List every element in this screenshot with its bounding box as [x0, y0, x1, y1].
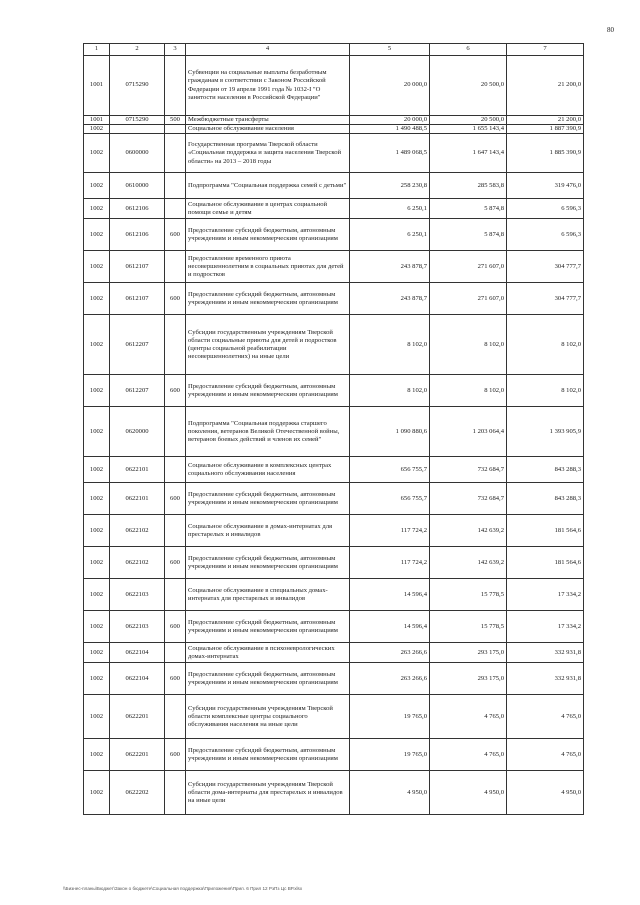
- target-article-cell: 0622104: [110, 663, 165, 695]
- amount-col6-cell: 5 874,8: [430, 199, 507, 219]
- expense-type-cell: [165, 125, 186, 134]
- header-row: [84, 44, 584, 56]
- expense-type-cell: [165, 695, 186, 739]
- amount-col5-cell: 14 596,4: [350, 579, 430, 611]
- header-cell: 6: [430, 44, 507, 56]
- amount-col5-cell: 243 878,7: [350, 283, 430, 315]
- target-article-cell: 0715290: [110, 56, 165, 116]
- amount-col7-cell: 319 476,0: [507, 173, 584, 199]
- section-code-cell: 1001: [84, 56, 110, 116]
- expense-type-cell: 600: [165, 663, 186, 695]
- target-article-cell: 0610000: [110, 173, 165, 199]
- item-name-cell: Предоставление субсидий бюджетным, автономным учреждениям и иным некоммерческим организациям: [186, 219, 350, 251]
- expense-type-cell: [165, 407, 186, 457]
- amount-col5-cell: 656 755,7: [350, 457, 430, 483]
- table-row: [84, 611, 584, 643]
- table-row: [84, 457, 584, 483]
- amount-col6-cell: 1 647 143,4: [430, 134, 507, 173]
- header-cell: 2: [110, 44, 165, 56]
- target-article-cell: 0612106: [110, 219, 165, 251]
- header-cell: 7: [507, 44, 584, 56]
- amount-col7-cell: 8 102,0: [507, 315, 584, 375]
- amount-col5-cell: 117 724,2: [350, 515, 430, 547]
- amount-col6-cell: 15 778,5: [430, 579, 507, 611]
- table-row: [84, 643, 584, 663]
- section-code-cell: 1002: [84, 579, 110, 611]
- target-article-cell: 0622201: [110, 739, 165, 771]
- amount-col6-cell: 8 102,0: [430, 375, 507, 407]
- amount-col5-cell: 8 102,0: [350, 315, 430, 375]
- amount-col5-cell: 1 489 068,5: [350, 134, 430, 173]
- table-row: [84, 547, 584, 579]
- expense-type-cell: 600: [165, 547, 186, 579]
- section-code-cell: 1002: [84, 251, 110, 283]
- section-code-cell: 1002: [84, 643, 110, 663]
- target-article-cell: 0622102: [110, 515, 165, 547]
- table-row: [84, 695, 584, 739]
- section-code-cell: 1002: [84, 134, 110, 173]
- item-name-cell: Субсидии государственным учреждениям Тверской области комплексные центры социального обслуживания населения на иные цели: [186, 695, 350, 739]
- item-name-cell: Субсидии государственным учреждениям Тверской области дома-интернаты для престарелых и инвалидов на иные цели: [186, 771, 350, 815]
- item-name-cell: Подпрограмма "Социальная поддержка старшего поколения, ветеранов Великой Отечественной войны, ветеранов боевых действий и членов их семей": [186, 407, 350, 457]
- table-row: [84, 315, 584, 375]
- expense-type-cell: 500: [165, 116, 186, 125]
- section-code-cell: 1001: [84, 116, 110, 125]
- section-code-cell: 1002: [84, 457, 110, 483]
- budget-table: [83, 43, 584, 815]
- item-name-cell: Государственная программа Тверской области «Социальная поддержка и защита населения Тверской области» на 2013 – 2018 годы: [186, 134, 350, 173]
- section-code-cell: 1002: [84, 695, 110, 739]
- item-name-cell: Предоставление субсидий бюджетным, автономным учреждениям и иным некоммерческим организациям: [186, 547, 350, 579]
- amount-col6-cell: 142 639,2: [430, 515, 507, 547]
- amount-col6-cell: 8 102,0: [430, 315, 507, 375]
- amount-col6-cell: 285 583,8: [430, 173, 507, 199]
- section-code-cell: 1002: [84, 283, 110, 315]
- header-cell: 1: [84, 44, 110, 56]
- amount-col5-cell: 243 878,7: [350, 251, 430, 283]
- amount-col7-cell: 181 564,6: [507, 547, 584, 579]
- target-article-cell: 0612207: [110, 315, 165, 375]
- target-article-cell: 0612107: [110, 283, 165, 315]
- target-article-cell: 0612207: [110, 375, 165, 407]
- amount-col5-cell: 6 250,1: [350, 219, 430, 251]
- expense-type-cell: [165, 515, 186, 547]
- table-row: [84, 739, 584, 771]
- expense-type-cell: [165, 134, 186, 173]
- amount-col6-cell: 4 765,0: [430, 739, 507, 771]
- amount-col7-cell: 1 885 390,9: [507, 134, 584, 173]
- expense-type-cell: [165, 771, 186, 815]
- item-name-cell: Предоставление субсидий бюджетным, автономным учреждениям и иным некоммерческим организациям: [186, 663, 350, 695]
- item-name-cell: Социальное обслуживание в комплексных центрах социального обслуживания населения: [186, 457, 350, 483]
- table-row: [84, 134, 584, 173]
- section-code-cell: 1002: [84, 547, 110, 579]
- amount-col6-cell: 1 203 064,4: [430, 407, 507, 457]
- table-row: [84, 283, 584, 315]
- item-name-cell: Предоставление временного приюта несовершеннолетним в социальных приютах для детей и подростков: [186, 251, 350, 283]
- target-article-cell: 0600000: [110, 134, 165, 173]
- amount-col5-cell: 14 596,4: [350, 611, 430, 643]
- item-name-cell: Социальное обслуживание в центрах социальной помощи семье и детям: [186, 199, 350, 219]
- target-article-cell: 0620000: [110, 407, 165, 457]
- expense-type-cell: [165, 56, 186, 116]
- amount-col5-cell: 8 102,0: [350, 375, 430, 407]
- table-row: [84, 125, 584, 134]
- amount-col6-cell: 4 950,0: [430, 771, 507, 815]
- amount-col7-cell: 6 596,3: [507, 219, 584, 251]
- header-cell: 4: [186, 44, 350, 56]
- section-code-cell: 1002: [84, 173, 110, 199]
- section-code-cell: 1002: [84, 483, 110, 515]
- item-name-cell: Предоставление субсидий бюджетным, автономным учреждениям и иным некоммерческим организациям: [186, 739, 350, 771]
- table-row: [84, 56, 584, 116]
- section-code-cell: 1002: [84, 771, 110, 815]
- amount-col6-cell: 20 500,0: [430, 116, 507, 125]
- section-code-cell: 1002: [84, 407, 110, 457]
- expense-type-cell: [165, 173, 186, 199]
- target-article-cell: 0715290: [110, 116, 165, 125]
- section-code-cell: 1002: [84, 315, 110, 375]
- item-name-cell: Предоставление субсидий бюджетным, автономным учреждениям и иным некоммерческим организациям: [186, 611, 350, 643]
- target-article-cell: 0622102: [110, 547, 165, 579]
- amount-col6-cell: 20 500,0: [430, 56, 507, 116]
- amount-col7-cell: 21 200,0: [507, 116, 584, 125]
- target-article-cell: 0622103: [110, 579, 165, 611]
- amount-col5-cell: 19 765,0: [350, 695, 430, 739]
- amount-col7-cell: 21 200,0: [507, 56, 584, 116]
- amount-col7-cell: 843 288,3: [507, 457, 584, 483]
- amount-col5-cell: 258 230,8: [350, 173, 430, 199]
- expense-type-cell: 600: [165, 375, 186, 407]
- amount-col6-cell: 4 765,0: [430, 695, 507, 739]
- amount-col7-cell: 6 596,3: [507, 199, 584, 219]
- target-article-cell: [110, 125, 165, 134]
- table-row: [84, 407, 584, 457]
- item-name-cell: Социальное обслуживание в психоневрологических домах-интернатах: [186, 643, 350, 663]
- item-name-cell: Предоставление субсидий бюджетным, автономным учреждениям и иным некоммерческим организациям: [186, 283, 350, 315]
- expense-type-cell: 600: [165, 739, 186, 771]
- header-cell: 5: [350, 44, 430, 56]
- amount-col6-cell: 271 607,0: [430, 251, 507, 283]
- amount-col6-cell: 142 639,2: [430, 547, 507, 579]
- target-article-cell: 0622104: [110, 643, 165, 663]
- amount-col6-cell: 732 684,7: [430, 457, 507, 483]
- amount-col5-cell: 20 000,0: [350, 116, 430, 125]
- amount-col5-cell: 1 090 880,6: [350, 407, 430, 457]
- amount-col6-cell: 732 684,7: [430, 483, 507, 515]
- section-code-cell: 1002: [84, 199, 110, 219]
- item-name-cell: Предоставление субсидий бюджетным, автономным учреждениям и иным некоммерческим организациям: [186, 375, 350, 407]
- amount-col7-cell: 1 887 390,9: [507, 125, 584, 134]
- amount-col6-cell: 15 778,5: [430, 611, 507, 643]
- amount-col5-cell: 263 266,6: [350, 663, 430, 695]
- item-name-cell: Социальное обслуживание в домах-интернатах для престарелых и инвалидов: [186, 515, 350, 547]
- table-row: [84, 375, 584, 407]
- table-row: [84, 515, 584, 547]
- amount-col7-cell: 4 765,0: [507, 695, 584, 739]
- amount-col5-cell: 4 950,0: [350, 771, 430, 815]
- section-code-cell: 1002: [84, 515, 110, 547]
- expense-type-cell: 600: [165, 483, 186, 515]
- amount-col7-cell: 181 564,6: [507, 515, 584, 547]
- amount-col5-cell: 656 755,7: [350, 483, 430, 515]
- expense-type-cell: [165, 579, 186, 611]
- target-article-cell: 0622101: [110, 483, 165, 515]
- target-article-cell: 0612106: [110, 199, 165, 219]
- header-cell: 3: [165, 44, 186, 56]
- table-row: [84, 199, 584, 219]
- expense-type-cell: [165, 315, 186, 375]
- amount-col5-cell: 263 266,6: [350, 643, 430, 663]
- item-name-cell: Межбюджетные трансферты: [186, 116, 350, 125]
- item-name-cell: Предоставление субсидий бюджетным, автономным учреждениям и иным некоммерческим организациям: [186, 483, 350, 515]
- amount-col5-cell: 1 490 488,5: [350, 125, 430, 134]
- section-code-cell: 1002: [84, 219, 110, 251]
- table-row: [84, 579, 584, 611]
- table-row: [84, 663, 584, 695]
- item-name-cell: Социальное обслуживание в специальных домах-интернатах для престарелых и инвалидов: [186, 579, 350, 611]
- item-name-cell: Социальное обслуживание населения: [186, 125, 350, 134]
- amount-col6-cell: 293 175,0: [430, 663, 507, 695]
- table-row: [84, 173, 584, 199]
- footer-file-path: \\Бизнес-планы\Бюджет\Закон о бюджете\Социальная поддержка\Приложения\Прил. 6 Прил 12 РзПз Цс ВР.xlsx: [63, 886, 303, 891]
- section-code-cell: 1002: [84, 611, 110, 643]
- table-row: [84, 219, 584, 251]
- table-row: [84, 483, 584, 515]
- amount-col7-cell: 304 777,7: [507, 251, 584, 283]
- amount-col5-cell: 117 724,2: [350, 547, 430, 579]
- item-name-cell: Субсидии государственным учреждениям Тверской области социальные приюты для детей и подростков (центры социальной реабилитации несовершеннолетних) на иные цели: [186, 315, 350, 375]
- page-number: 80: [607, 26, 614, 34]
- amount-col7-cell: 17 334,2: [507, 611, 584, 643]
- target-article-cell: 0622101: [110, 457, 165, 483]
- item-name-cell: Подпрограмма "Социальная поддержка семей с детьми": [186, 173, 350, 199]
- amount-col5-cell: 20 000,0: [350, 56, 430, 116]
- item-name-cell: Субвенции на социальные выплаты безработным гражданам в соответствии с Законом Российской Федерации от 19 апреля 1991 года № 1032-I "О занятости населения в Российской Федерации": [186, 56, 350, 116]
- expense-type-cell: [165, 199, 186, 219]
- target-article-cell: 0612107: [110, 251, 165, 283]
- amount-col6-cell: 293 175,0: [430, 643, 507, 663]
- amount-col7-cell: 332 931,8: [507, 663, 584, 695]
- amount-col6-cell: 1 655 143,4: [430, 125, 507, 134]
- table-row: [84, 771, 584, 815]
- amount-col7-cell: 4 950,0: [507, 771, 584, 815]
- amount-col6-cell: 271 607,0: [430, 283, 507, 315]
- amount-col7-cell: 8 102,0: [507, 375, 584, 407]
- amount-col5-cell: 19 765,0: [350, 739, 430, 771]
- table-row: [84, 251, 584, 283]
- amount-col6-cell: 5 874,8: [430, 219, 507, 251]
- expense-type-cell: 600: [165, 611, 186, 643]
- table-row: [84, 116, 584, 125]
- amount-col7-cell: 17 334,2: [507, 579, 584, 611]
- section-code-cell: 1002: [84, 739, 110, 771]
- amount-col7-cell: 304 777,7: [507, 283, 584, 315]
- target-article-cell: 0622202: [110, 771, 165, 815]
- section-code-cell: 1002: [84, 125, 110, 134]
- section-code-cell: 1002: [84, 663, 110, 695]
- amount-col5-cell: 6 250,1: [350, 199, 430, 219]
- amount-col7-cell: 843 288,3: [507, 483, 584, 515]
- expense-type-cell: [165, 251, 186, 283]
- expense-type-cell: [165, 457, 186, 483]
- amount-col7-cell: 1 393 905,9: [507, 407, 584, 457]
- expense-type-cell: 600: [165, 219, 186, 251]
- section-code-cell: 1002: [84, 375, 110, 407]
- target-article-cell: 0622103: [110, 611, 165, 643]
- expense-type-cell: [165, 643, 186, 663]
- amount-col7-cell: 4 765,0: [507, 739, 584, 771]
- target-article-cell: 0622201: [110, 695, 165, 739]
- expense-type-cell: 600: [165, 283, 186, 315]
- amount-col7-cell: 332 931,8: [507, 643, 584, 663]
